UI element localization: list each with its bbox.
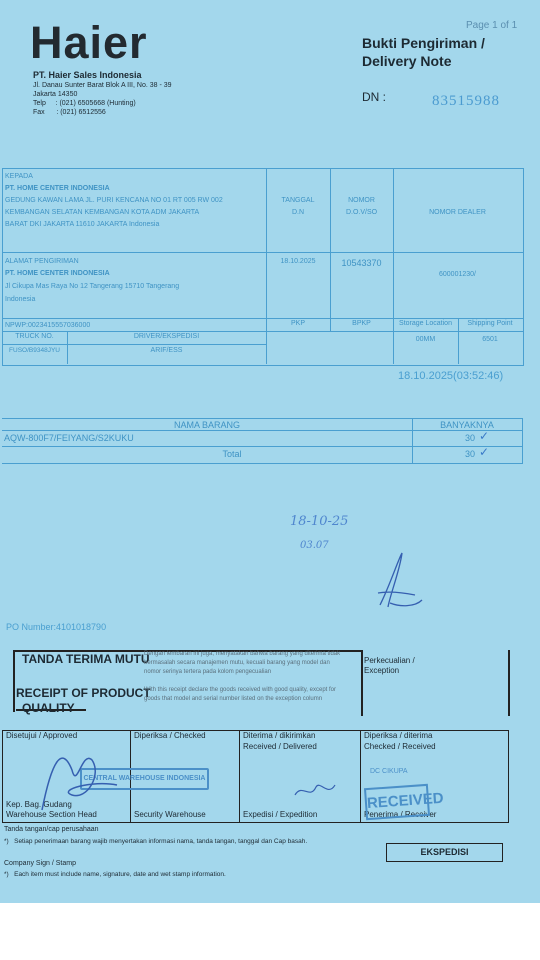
consignee-address-1: GEDUNG KAWAN LAMA JL. PURI KENCANA NO 01 RT 005 RW 002 (5, 197, 223, 204)
haier-logo: Haier (30, 17, 148, 68)
page-number: Page 1 of 1 (466, 20, 518, 31)
check-mark-icon: ✓ (479, 445, 490, 459)
approved-label: Disetujui / Approved (6, 731, 78, 740)
company-sign-label: Company Sign / Stamp (4, 860, 76, 867)
driver-value: ARIF/ESS (150, 347, 183, 354)
storage-location-label: Storage Location (399, 320, 452, 327)
truck-header: TRUCK NO. (15, 333, 54, 340)
dn-number: 83515988 (432, 93, 500, 109)
consignee-address-3: BARAT DKI JAKARTA 11610 JAKARTA Indonesia (5, 221, 160, 228)
tanggal-sub: D.N (291, 209, 305, 216)
consignee-name: PT. HOME CENTER INDONESIA (5, 185, 110, 192)
item-name-header: NAMA BARANG (173, 420, 240, 430)
received-label-1: Diperiksa / diterima (364, 731, 433, 740)
handwritten-time: 03.07 (300, 540, 329, 551)
company-address-1: Jl. Danau Sunter Barat Blok A III, No. 38 - 39 (33, 82, 172, 89)
receiver-label: Penerima / Receiver (364, 810, 437, 819)
truck-value: FUSO/B9348JYU (9, 347, 60, 354)
warehouse-stamp: CENTRAL WAREHOUSE INDONESIA (80, 768, 209, 790)
tanggal-header: TANGGAL (281, 197, 315, 204)
expedition-signature (290, 775, 340, 805)
receipt-text-id: Dengan lembaran ini juga, menyatakan bahwa barang yang diterima tidak bermasalah secara manajemen mutu, kecuali barang yang model dan nomor serinya tertera pada kolom pengecualian (144, 651, 341, 675)
warehouse-head-label-2: Warehouse Section Head (6, 810, 97, 819)
shipping-address-1: Jl Cikupa Mas Raya No 12 Tangerang 15710 Tangerang (5, 283, 180, 290)
delivered-label-1: Diterima / dikirimkan (243, 731, 316, 740)
exception-label: Perkecualian / (364, 656, 415, 665)
print-timestamp: 18.10.2025(03:52:46) (398, 370, 504, 382)
shipping-name: PT. HOME CENTER INDONESIA (5, 270, 110, 277)
doc-title-id: Bukti Pengiriman / (362, 35, 485, 51)
npwp: NPWP:0023415557036000 (5, 322, 91, 329)
handwritten-date: 18-10-25 (290, 514, 349, 529)
note-en: *) Each item must include name, signature, date and wet stamp information. (4, 871, 226, 878)
note-id: *) Setiap penerimaan barang wajib menyertakan informasi nama, tanda tangan, tanggal dan Cap basah. (4, 838, 308, 845)
security-label: Security Warehouse (134, 810, 206, 819)
checked-label: Diperiksa / Checked (134, 731, 206, 740)
dealer-header: NOMOR DEALER (429, 209, 486, 216)
po-number: PO Number:4101018790 (6, 622, 107, 632)
company-telp: Telp : (021) 6505668 (Hunting) (33, 100, 136, 107)
received-stamp: RECEIVED (364, 784, 430, 820)
driver-header: DRIVER/EKSPEDISI (133, 333, 200, 340)
dn-label: DN : (362, 90, 386, 104)
warehouse-head-label-1: Kep. Bag. Gudang (6, 800, 72, 809)
total-qty: 30 (465, 449, 476, 459)
item-name: AQW-800F7/FEIYANG/S2KUKU (4, 433, 134, 443)
sign-note: Tanda tangan/cap perusahaan (4, 826, 99, 833)
nomor-sub: D.O.V/SO (345, 209, 378, 216)
received-label-2: Checked / Received (364, 742, 436, 751)
receipt-title-en-1: RECEIPT OF PRODUCT (16, 686, 151, 700)
expedition-label: Expedisi / Expedition (243, 810, 318, 819)
kepada-label: KEPADA (5, 173, 33, 180)
receipt-title-id: TANDA TERIMA MUTU (22, 652, 150, 666)
ekspedisi-box: EKSPEDISI (386, 843, 503, 862)
shipping-address-2: Indonesia (5, 296, 36, 303)
check-mark-icon: ✓ (479, 429, 490, 443)
bpkp-label: BPKP (352, 320, 371, 327)
receipt-title-en-2: QUALITY (22, 701, 75, 715)
pkp-label: PKP (290, 320, 305, 327)
cikupa-stamp: DC CIKUPA (370, 768, 408, 775)
item-qty: 30 (465, 433, 476, 443)
dn-date: 18.10.2025 (280, 258, 316, 265)
qty-header: BANYAKNYA (440, 420, 494, 430)
manager-signature (360, 545, 430, 615)
exception-label-en: Exception (364, 666, 400, 675)
order-number: 10543370 (341, 258, 382, 268)
doc-title-en: Delivery Note (362, 53, 452, 69)
total-label: Total (222, 449, 242, 459)
company-fax: Fax : (021) 6512556 (33, 109, 106, 116)
shipping-point-label: Shipping Point (467, 320, 513, 327)
approver-signature (32, 740, 122, 815)
receipt-text-en: With this receipt declare the goods received with good quality, except for goods that model and serial number listed on the exception column (144, 687, 336, 702)
consignee-address-2: KEMBANGAN SELATAN KEMBANGAN KOTA ADM JAKARTA (5, 209, 200, 216)
company-address-2: Jakarta 14350 (33, 91, 78, 98)
delivered-label-2: Received / Delivered (243, 742, 317, 751)
dealer-number: 600001230/ (439, 271, 476, 278)
shipping-point-value: 6501 (482, 336, 498, 343)
company-name: PT. Haier Sales Indonesia (33, 70, 142, 80)
nomor-header: NOMOR (348, 197, 375, 204)
storage-location-value: 00MM (415, 336, 436, 343)
shipping-label: ALAMAT PENGIRIMAN (5, 258, 79, 265)
